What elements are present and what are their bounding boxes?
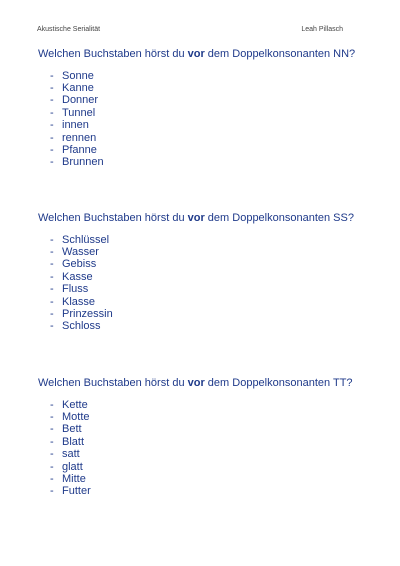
list-item: - Pfanne xyxy=(50,143,97,156)
list-item: - Sonne xyxy=(50,69,94,82)
header-author: Leah Pillasch xyxy=(301,26,343,33)
question-nn: Welchen Buchstaben hörst du vor dem Doppelkonsonanten NN? xyxy=(38,48,356,60)
list-item: - Kasse xyxy=(50,270,93,283)
list-item: - Donner xyxy=(50,94,99,107)
section-tt xyxy=(38,377,368,498)
list-item: - Brunnen xyxy=(50,156,104,169)
list-item: - Bett xyxy=(50,423,82,436)
list-item: - Fluss xyxy=(50,283,89,296)
list-item: - Gebiss xyxy=(50,258,97,271)
list-item: - Blatt xyxy=(50,435,85,448)
section-ss xyxy=(38,212,368,333)
list-item: - innen xyxy=(50,119,89,132)
list-item: - Kette xyxy=(50,398,88,411)
question-tt: Welchen Buchstaben hörst du vor dem Doppelkonsonanten TT? xyxy=(38,377,353,389)
list-item: - Mitte xyxy=(50,472,86,485)
section-nn xyxy=(38,48,368,169)
list-item: - glatt xyxy=(50,460,83,473)
list-item: - Motte xyxy=(50,410,90,423)
list-item: - Schloss xyxy=(50,320,101,333)
list-item: - Klasse xyxy=(50,295,96,308)
word-list-ss xyxy=(38,234,368,333)
list-item: - rennen xyxy=(50,131,97,144)
header-title: Akustische Serialität xyxy=(37,26,101,33)
list-item: - satt xyxy=(50,448,80,461)
list-item: - Futter xyxy=(50,485,91,498)
list-item: - Tunnel xyxy=(50,106,96,119)
list-item: - Wasser xyxy=(50,245,99,258)
word-list-nn xyxy=(38,70,368,169)
word-list-tt xyxy=(38,399,368,498)
list-item: - Schlüssel xyxy=(50,233,110,246)
list-item: - Kanne xyxy=(50,81,94,94)
list-item: - Prinzessin xyxy=(50,307,113,320)
question-ss: Welchen Buchstaben hörst du vor dem Doppelkonsonanten SS? xyxy=(38,212,354,224)
